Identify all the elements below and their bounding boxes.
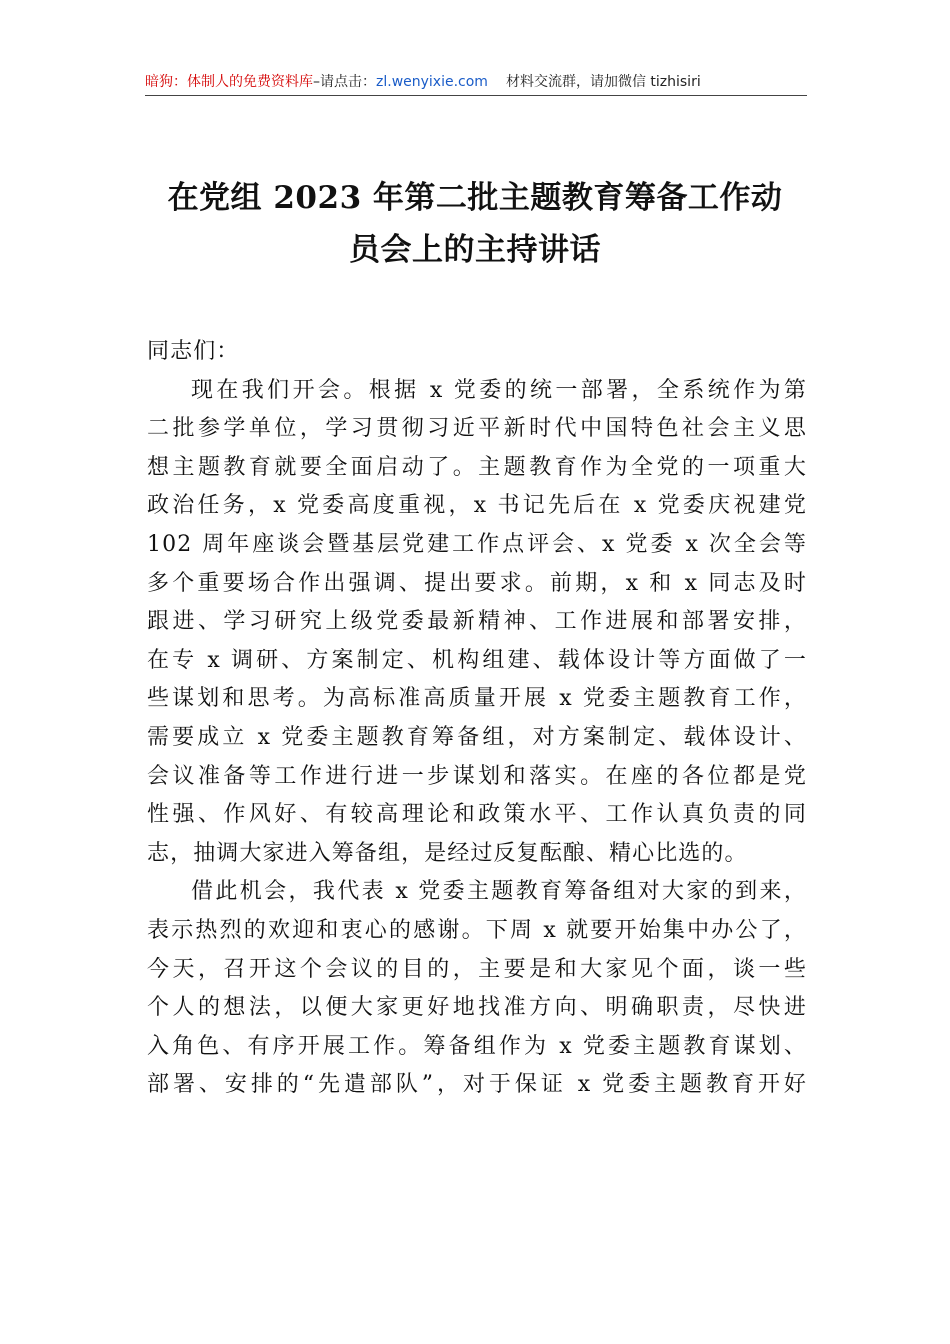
paragraph-1-line: 性强、作风好、有较高理论和政策水平、工作认真负责的同 — [147, 802, 807, 828]
paragraph-2-line: 借此机会，我代表 x 党委主题教育筹备组对大家的到来， — [191, 879, 807, 905]
header-divider — [145, 95, 807, 96]
header-click-prompt: –请点击： — [313, 74, 376, 90]
document-body — [147, 333, 807, 1105]
paragraph-1-line: 需要成立 x 党委主题教育筹备组，对方案制定、载体设计、 — [147, 724, 807, 750]
paragraph-1-line: 多个重要场合作出强调、提出要求。前期，x 和 x 同志及时 — [147, 570, 807, 596]
paragraph-1-line: 政治任务，x 党委高度重视，x 书记先后在 x 党委庆祝建党 — [147, 493, 807, 519]
paragraph-1-line: 现在我们开会。根据 x 党委的统一部署，全系统作为第 — [191, 377, 807, 403]
header-url-link[interactable]: zl.wenyixie.com — [376, 74, 488, 90]
header-brand: 暗狗：体制人的免费资料库 — [145, 74, 313, 90]
paragraph-1-line: 些谋划和思考。为高标准高质量开展 x 党委主题教育工作， — [147, 686, 807, 712]
paragraph-1-line: 志，抽调大家进入筹备组，是经过反复酝酿、精心比选的。 — [147, 840, 748, 866]
paragraph-2-line: 个人的想法，以便大家更好地找准方向、明确职责，尽快进 — [147, 995, 807, 1021]
paragraph-2-line: 今天，召开这个会议的目的，主要是和大家见个面，谈一些 — [147, 956, 807, 982]
paragraph-1-line: 二批参学单位，学习贯彻习近平新时代中国特色社会主义思 — [147, 416, 807, 442]
watermark-header — [145, 70, 807, 94]
paragraph-2-line: 入角色、有序开展工作。筹备组作为 x 党委主题教育谋划、 — [147, 1033, 807, 1059]
paragraph-1-line: 想主题教育就要全面启动了。主题教育作为全党的一项重大 — [147, 454, 807, 480]
header-wechat-note: 材料交流群，请加微信 tizhisiri — [505, 74, 701, 90]
paragraph-2-line: 部署、安排的“先遣部队”，对于保证 x 党委主题教育开好 — [147, 1072, 807, 1098]
title-line-2: 员会上的主持讲话 — [349, 232, 601, 268]
title-line-1: 在党组 2023 年第二批主题教育筹备工作动 — [167, 180, 783, 216]
paragraph-1-line: 会议准备等工作进行进一步谋划和落实。在座的各位都是党 — [147, 763, 807, 789]
paragraph-1-line: 在专 x 调研、方案制定、机构组建、载体设计等方面做了一 — [147, 647, 807, 673]
greeting: 同志们： — [147, 339, 240, 364]
paragraph-2-line: 表示热烈的欢迎和衷心的感谢。下周 x 就要开始集中办公了， — [147, 917, 807, 943]
document-title — [120, 172, 830, 276]
paragraph-1-line: 102 周年座谈会暨基层党建工作点评会、x 党委 x 次全会等 — [147, 531, 807, 557]
paragraph-1-line: 跟进、学习研究上级党委最新精神、工作进展和部署安排， — [147, 609, 807, 635]
